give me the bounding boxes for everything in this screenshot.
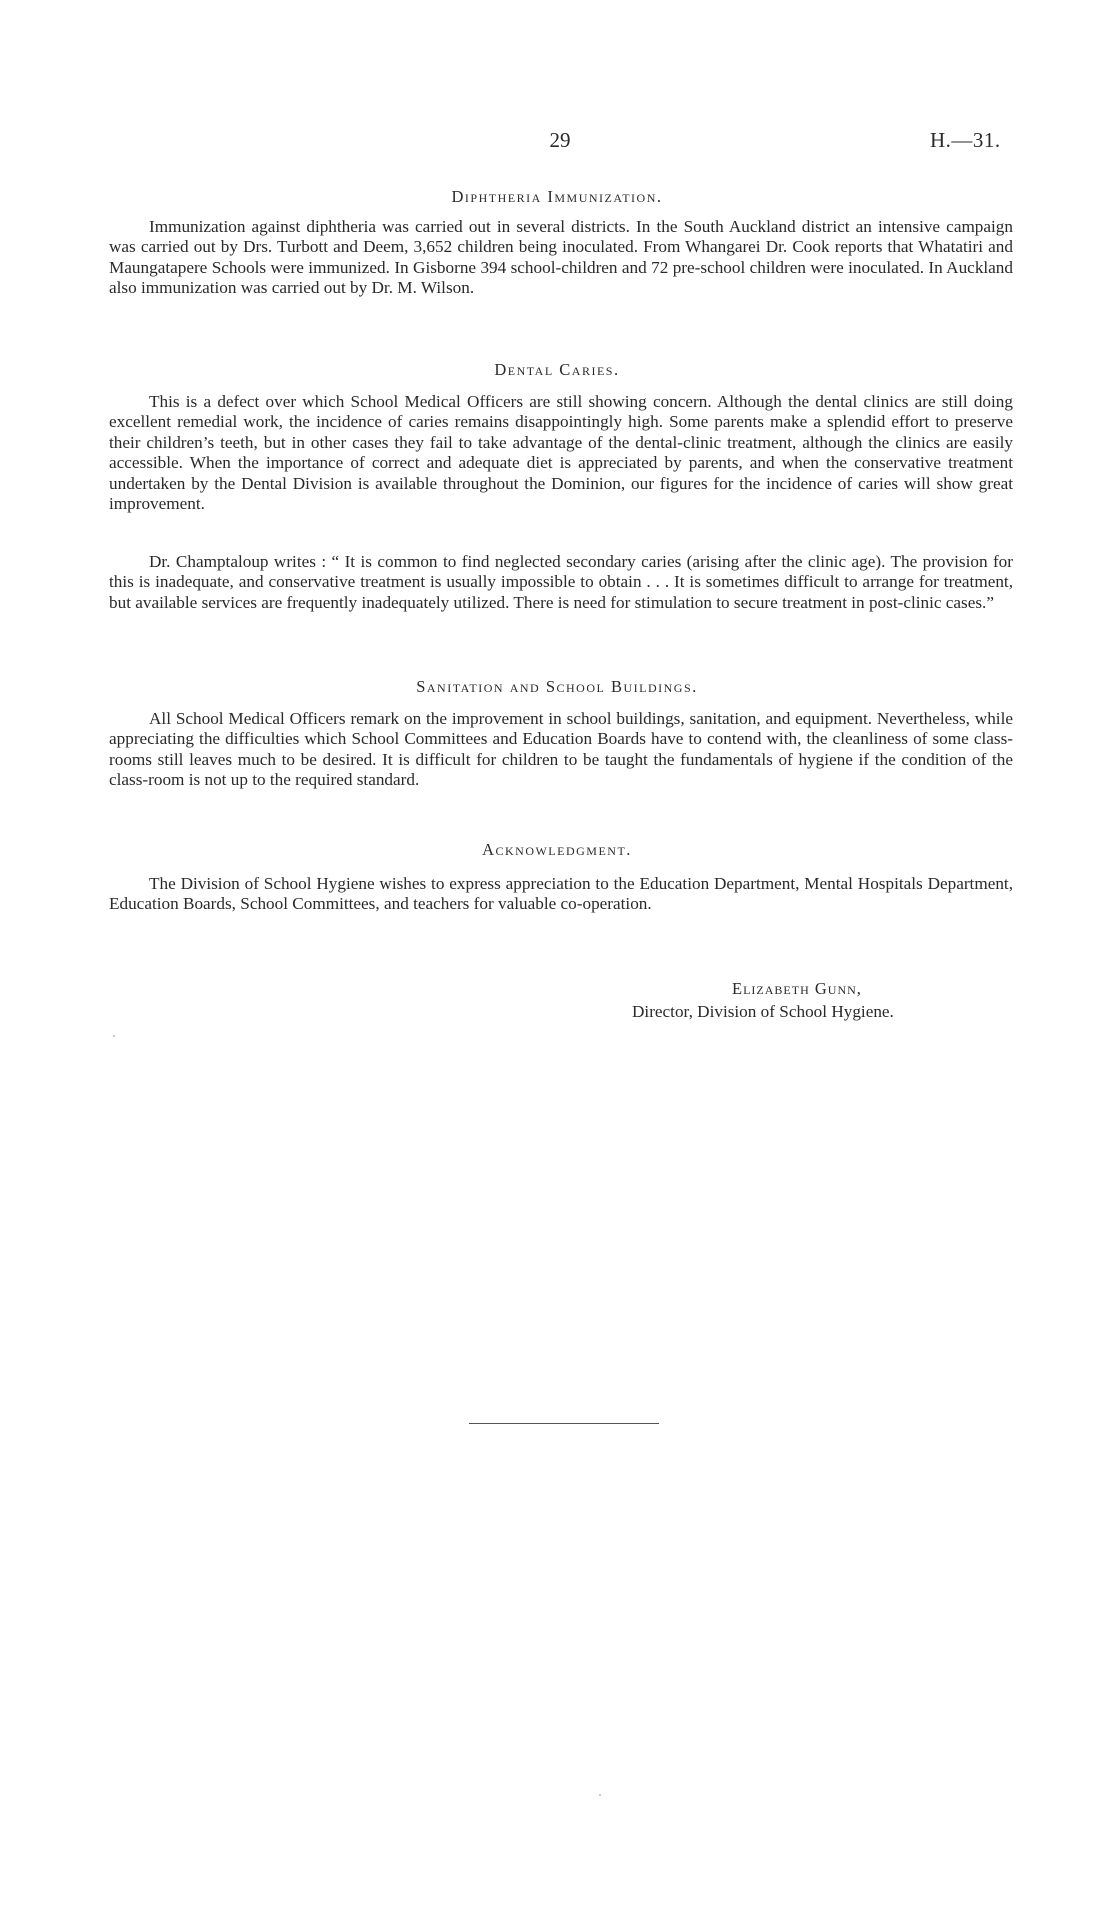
paragraph-dental-caries-1: This is a defect over which School Medical Officers are still showing concern. Although the dental clinics are still doing excellent remedial work, the incidence of caries remains disappointingly high. Some parents make a splendid effort to preserve their children’s teeth, but in other cases they fail to take advantage of the dental-clinic treatment, although the clinics are easily accessible. When the importance of correct and adequate diet is appreciated by parents, and when the conservative treatment undertaken by the Dental Division is available throughout the Dominion, our figures for the incidence of caries will show great improvement. bbox=[109, 392, 1013, 514]
paragraph-sanitation: All School Medical Officers remark on the improvement in school buildings, sanitation, and equipment. Nevertheless, while appreciating the difficulties which School Committees and Education Boards have to contend with, the cleanliness of some class-rooms still leaves much to be desired. It is difficult for children to be taught the fundamentals of hygiene if the condition of the class-room is not up to the required standard. bbox=[109, 709, 1013, 790]
end-rule bbox=[469, 1423, 659, 1424]
heading-diphtheria-immunization: Diphtheria Immunization. bbox=[451, 187, 663, 206]
heading-sanitation: Sanitation and School Buildings. bbox=[416, 677, 698, 696]
heading-dental-caries: Dental Caries. bbox=[494, 360, 620, 379]
signature-name: Elizabeth Gunn, bbox=[732, 979, 862, 998]
heading-acknowledgment: Acknowledgment. bbox=[482, 840, 632, 859]
document-code: H.—31. bbox=[930, 128, 1001, 152]
paragraph-diphtheria: Immunization against diphtheria was carried out in several districts. In the South Auckland district an intensive campaign was carried out by Drs. Turbott and Deem, 3,652 children being inoculated. From Whangarei Dr. Cook reports that Whatatiri and Maungatapere Schools were immunized. In Gisborne 394 school-children and 72 pre-school children were inoculated. In Auckland also immunization was carried out by Dr. M. Wilson. bbox=[109, 217, 1013, 298]
scan-speck bbox=[113, 1035, 115, 1037]
scan-speck bbox=[599, 1794, 601, 1796]
signature-title: Director, Division of School Hygiene. bbox=[632, 1002, 894, 1021]
paragraph-acknowledgment: The Division of School Hygiene wishes to express appreciation to the Education Department, Mental Hospitals Department, Education Boards, School Committees, and teachers for valuable co-operation. bbox=[109, 874, 1013, 914]
paragraph-dental-caries-2: Dr. Champtaloup writes : “ It is common to find neglected secondary caries (arising after the clinic age). The provision for this is inadequate, and conservative treatment is usually impossible to obtain . . . It is sometimes difficult to arrange for treatment, but available services are frequently inadequately utilized. There is need for stimulation to secure treatment in post-clinic cases.” bbox=[109, 552, 1013, 612]
page-number: 29 bbox=[549, 128, 571, 152]
